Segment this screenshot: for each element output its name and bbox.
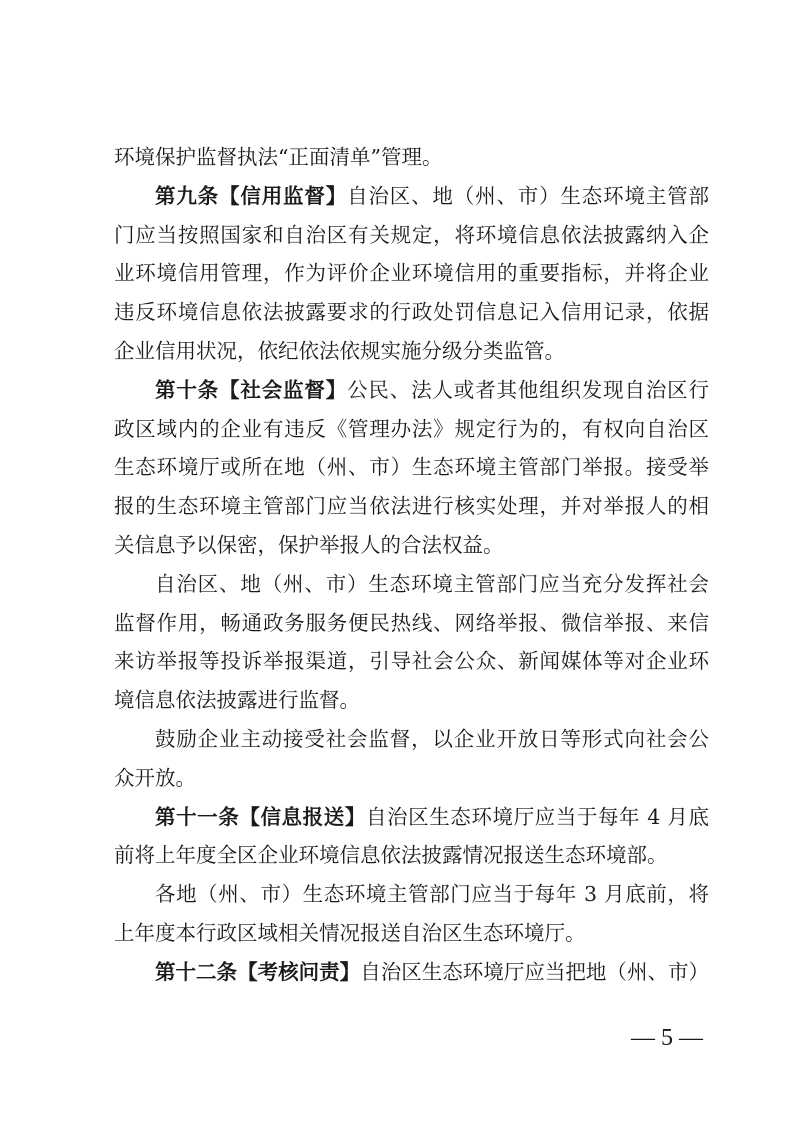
text-line: 违反环境信息依法披露要求的行政处罚信息记入信用记录，依据: [114, 300, 709, 325]
document-page: [114, 138, 709, 992]
article-11-first-line: 第十一条【信息报送】自治区生态环境厅应当于每年 4 月底: [155, 804, 709, 829]
text-line: 政区域内的企业有违反《管理办法》规定行为的，有权向自治区: [114, 416, 709, 441]
text-line: 业环境信用管理，作为评价企业环境信用的重要指标，并将企业: [114, 261, 709, 286]
text-line: 监督作用，畅通政务服务便民热线、网络举报、微信举报、来信: [114, 610, 709, 635]
text-line: 生态环境厅或所在地（州、市）生态环境主管部门举报。接受举: [114, 455, 709, 480]
article-heading: 第十一条【信息报送】: [155, 804, 366, 829]
text-line: 众开放。: [114, 765, 196, 790]
text-line: 关信息予以保密，保护举报人的合法权益。: [114, 532, 504, 557]
page-number: — 5 —: [631, 1025, 703, 1051]
text-line: 上年度本行政区域相关情况报送自治区生态环境厅。: [114, 920, 586, 945]
text-line: 来访举报等投诉举报渠道，引导社会公众、新闻媒体等对企业环: [114, 649, 709, 674]
article-10-first-line: 第十条【社会监督】公民、法人或者其他组织发现自治区行: [155, 377, 709, 402]
text-line: 报的生态环境主管部门应当依法进行核实处理，并对举报人的相: [114, 494, 709, 519]
text-line: 自治区、地（州、市）生态环境主管部门应当充分发挥社会: [155, 571, 709, 596]
text-line: 境信息依法披露进行监督。: [114, 688, 360, 713]
article-heading: 第十二条【考核问责】: [155, 959, 361, 984]
text-line: 前将上年度全区企业环境信息依法披露情况报送生态环境部。: [114, 843, 668, 868]
text-line: 鼓励企业主动接受社会监督，以企业开放日等形式向社会公: [155, 726, 709, 751]
text-line: 各地（州、市）生态环境主管部门应当于每年 3 月底前，将: [155, 882, 709, 907]
article-12-first-line: 第十二条【考核问责】自治区生态环境厅应当把地（州、市）: [155, 959, 709, 984]
article-9-first-line: 第九条【信用监督】自治区、地（州、市）生态环境主管部: [155, 183, 709, 208]
article-heading: 第十条【社会监督】: [155, 377, 348, 402]
text-line: 企业信用状况，依纪依法依规实施分级分类监管。: [114, 338, 565, 363]
text-line: 环境保护监督执法“正面清单”管理。: [114, 145, 443, 169]
article-heading: 第九条【信用监督】: [155, 183, 348, 208]
text-line: 门应当按照国家和自治区有关规定，将环境信息依法披露纳入企: [114, 222, 709, 247]
